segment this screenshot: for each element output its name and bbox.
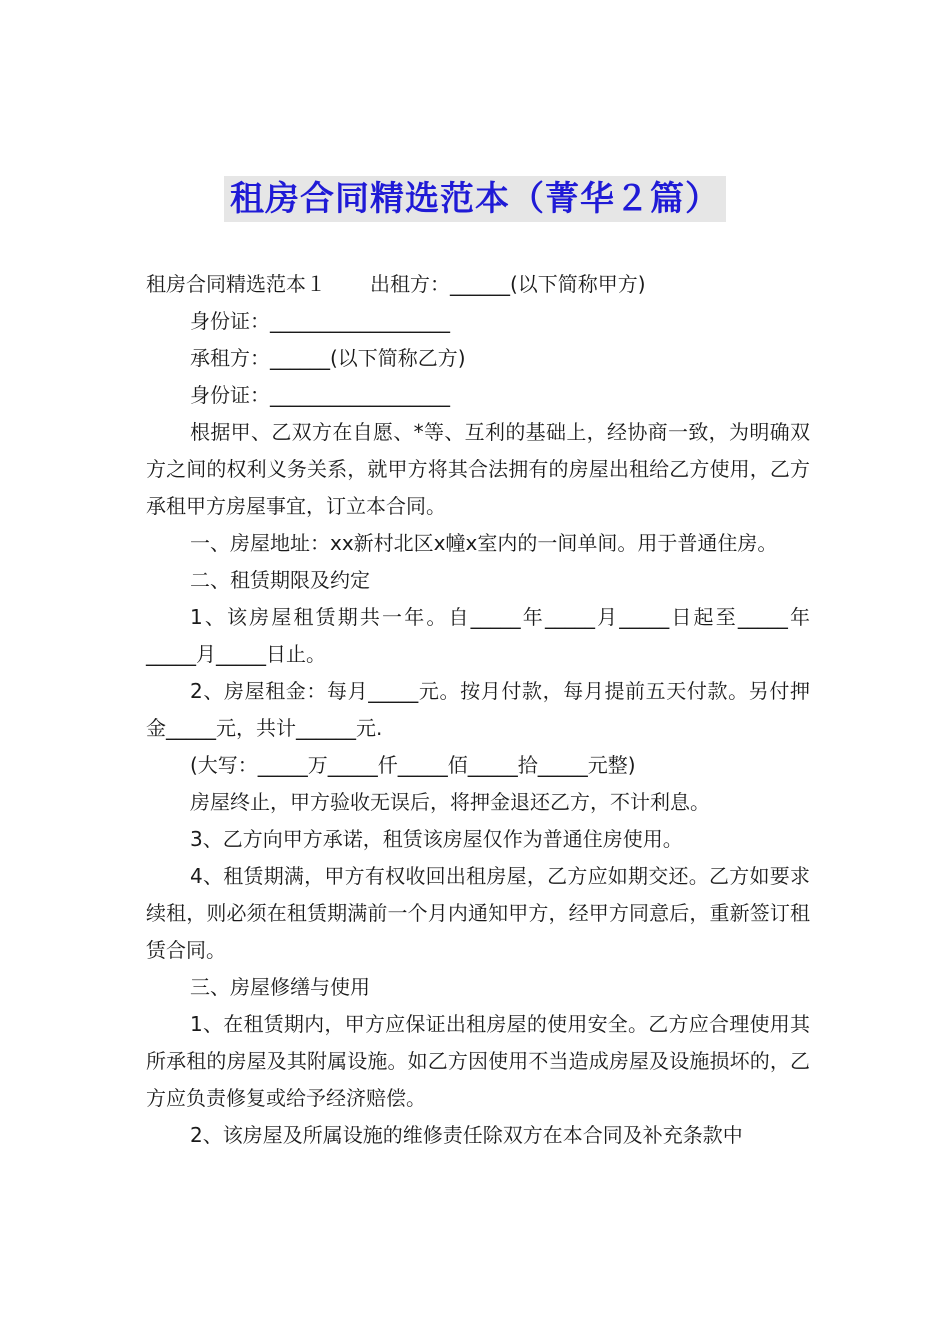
paragraph: 2、该房屋及所属设施的维修责任除双方在本合同及补充条款中 <box>190 1123 743 1147</box>
paragraph: 3、乙方向甲方承诺，租赁该房屋仅作为普通住房使用。 <box>190 827 683 851</box>
paragraph: 4、租赁期满，甲方有权收回出租房屋，乙方应如期交还。乙方如要求续租，则必须在租赁期满前一个月内通知甲方，经甲方同意后，重新签订租赁合同。 <box>146 864 810 962</box>
paragraph <box>146 266 810 303</box>
document-title: 租房合同精选范本（菁华２篇） <box>224 176 726 222</box>
title-block <box>0 176 950 222</box>
paragraph-text: 出租方：______(以下简称甲方) <box>370 272 646 296</box>
paragraph: 一、房屋地址：xx新村北区x幢x室内的一间单间。用于普通住房。 <box>190 531 778 555</box>
paragraph: 身份证：__________________ <box>190 309 450 333</box>
paragraph: (大写：_____万_____仟_____佰_____拾_____元整) <box>190 753 636 777</box>
paragraph: 三、房屋修缮与使用 <box>190 975 370 999</box>
paragraph: 2、房屋租金：每月_____元。按月付款，每月提前五天付款。另付押金_____元，共计______元. <box>146 679 810 740</box>
paragraph: 身份证：__________________ <box>190 383 450 407</box>
document-body <box>146 266 810 1154</box>
paragraph: 房屋终止，甲方验收无误后，将押金退还乙方，不计利息。 <box>190 790 710 814</box>
paragraph: 根据甲、乙双方在自愿、*等、互利的基础上，经协商一致，为明确双方之间的权利义务关系，就甲方将其合法拥有的房屋出租给乙方使用，乙方承租甲方房屋事宜，订立本合同。 <box>146 420 810 518</box>
paragraph: 承租方：______(以下简称乙方) <box>190 346 466 370</box>
section-heading: 租房合同精选范本１ <box>146 272 326 296</box>
paragraph: 1、该房屋租赁期共一年。自_____年_____月_____日起至_____年_____月_____日止。 <box>146 605 810 666</box>
paragraph: 二、租赁期限及约定 <box>190 568 370 592</box>
paragraph: 1、在租赁期内，甲方应保证出租房屋的使用安全。乙方应合理使用其所承租的房屋及其附属设施。如乙方因使用不当造成房屋及设施损坏的，乙方应负责修复或给予经济赔偿。 <box>146 1012 810 1110</box>
